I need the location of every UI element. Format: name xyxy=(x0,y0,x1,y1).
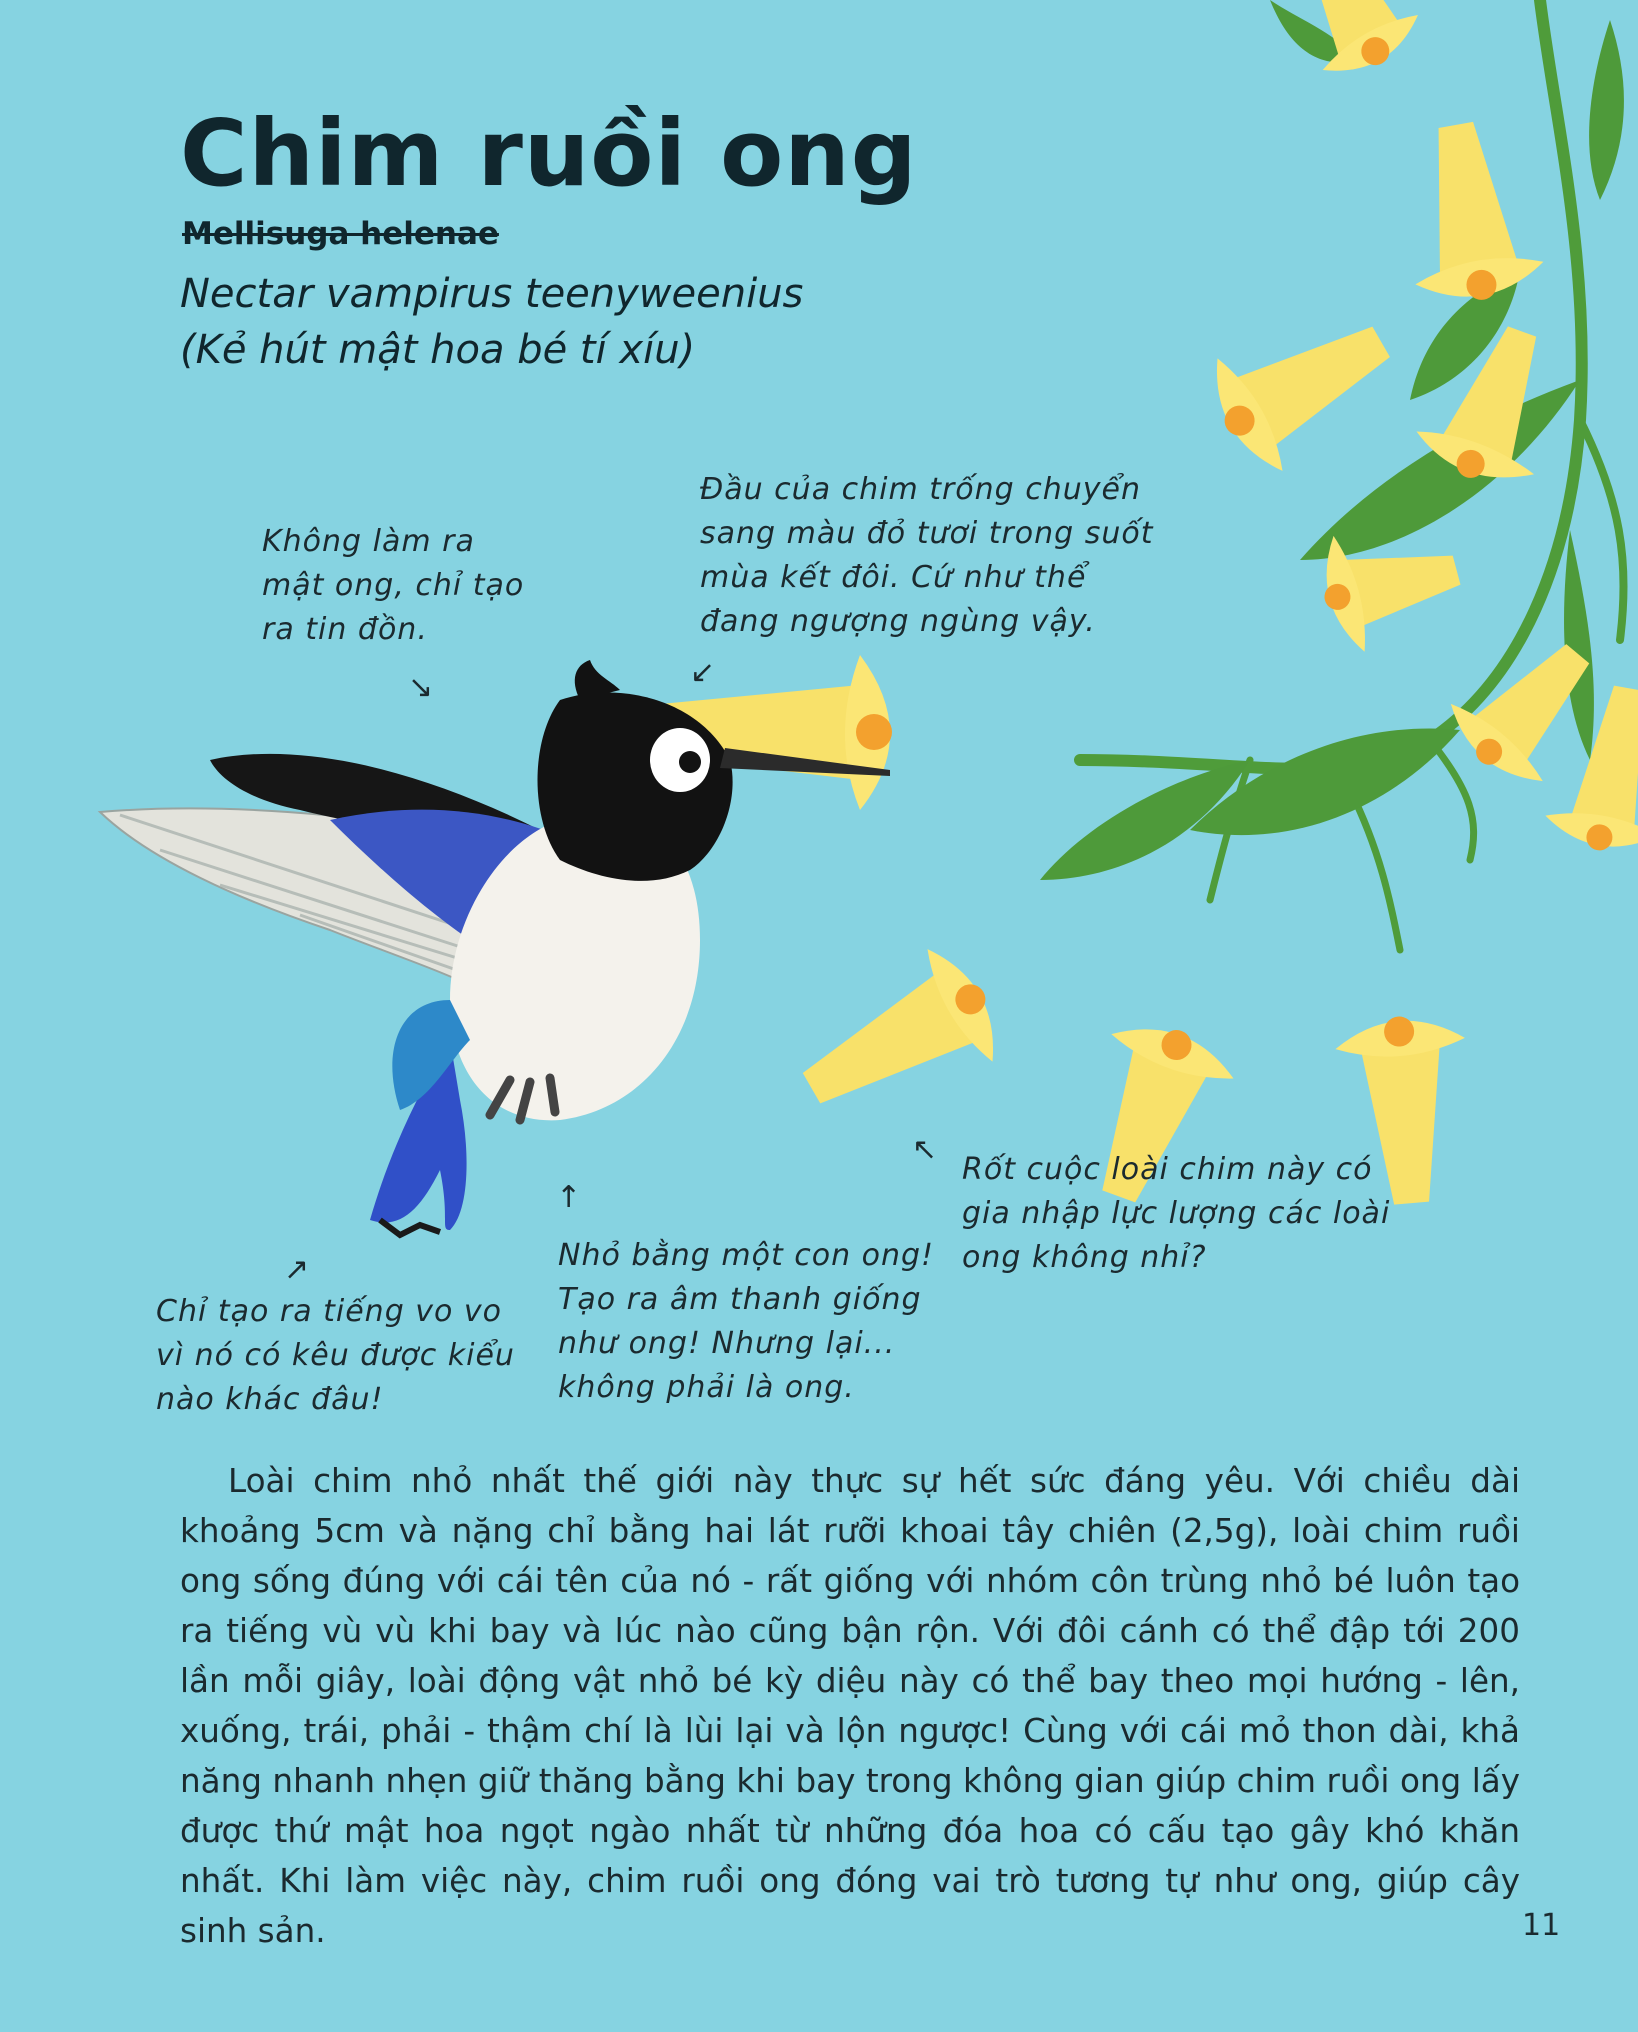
body-paragraph: Loài chim nhỏ nhất thế giới này thực sự hết sức đáng yêu. Với chiều dài khoảng 5cm và nặng chỉ bằng hai lát rưỡi khoai tây chiên (2,5g), loài chim ruồi ong sống đúng với cái tên của nó - rất giống với nhóm côn trùng nhỏ bé luôn tạo ra tiếng vù vù khi bay và lúc nào cũng bận rộn. Với đôi cánh có thể đập tới 200 lần mỗi giây, loài động vật nhỏ bé kỳ diệu này có thể bay theo mọi hướng - lên, xuống, trái, phải - thậm chí là lùi lại và lộn ngược! Cùng với cái mỏ thon dài, khả năng nhanh nhẹn giữ thăng bằng khi bay trong không gian giúp chim ruồi ong lấy được thứ mật hoa ngọt ngào nhất từ những đóa hoa có cấu tạo gây khó khăn nhất. Khi làm việc này, chim ruồi ong đóng vai trò tương tự như ong, giúp cây sinh sản. xyxy=(180,1462,1520,1950)
joke-name-line: Nectar vampirus teenyweenius xyxy=(180,271,804,317)
leaf xyxy=(1564,530,1594,760)
note-buzz: Chỉ tạo ra tiếng vo vo vì nó có kêu được kiểu nào khác đâu! xyxy=(156,1294,515,1417)
leaf xyxy=(1300,380,1580,560)
note-size: Nhỏ bằng một con ong! Tạo ra âm thanh giống như ong! Nhưng lại... không phải là ong. xyxy=(558,1238,935,1405)
note-honey: Không làm ra mật ong, chỉ tạo ra tin đồn. xyxy=(262,524,525,647)
scientific-name: Mellisuga helenae xyxy=(182,216,499,252)
arrow-head-icon: ↙ xyxy=(690,655,716,690)
page-number: 11 xyxy=(1522,1908,1561,1943)
arrow-buzz-icon: ↗ xyxy=(284,1252,310,1287)
arrow-honey-icon: ↘ xyxy=(408,670,434,705)
leaf xyxy=(1589,20,1624,200)
note-join-bees: Rốt cuộc loài chim này có gia nhập lực lượng các loài ong không nhỉ? xyxy=(962,1152,1391,1275)
arrow-size-icon: ↑ xyxy=(556,1180,582,1215)
joke-scientific-name xyxy=(180,266,803,378)
note-head-color: Đầu của chim trống chuyển sang màu đỏ tươi trong suốt mùa kết đôi. Cứ như thể đang ngượng ngùng vậy. xyxy=(700,472,1154,639)
page-title: Chim ruồi ong xyxy=(180,100,918,207)
joke-name-translation: (Kẻ hút mật hoa bé tí xíu) xyxy=(180,327,696,373)
arrow-join-icon: ↖ xyxy=(912,1132,938,1167)
leaves xyxy=(1040,0,1624,880)
